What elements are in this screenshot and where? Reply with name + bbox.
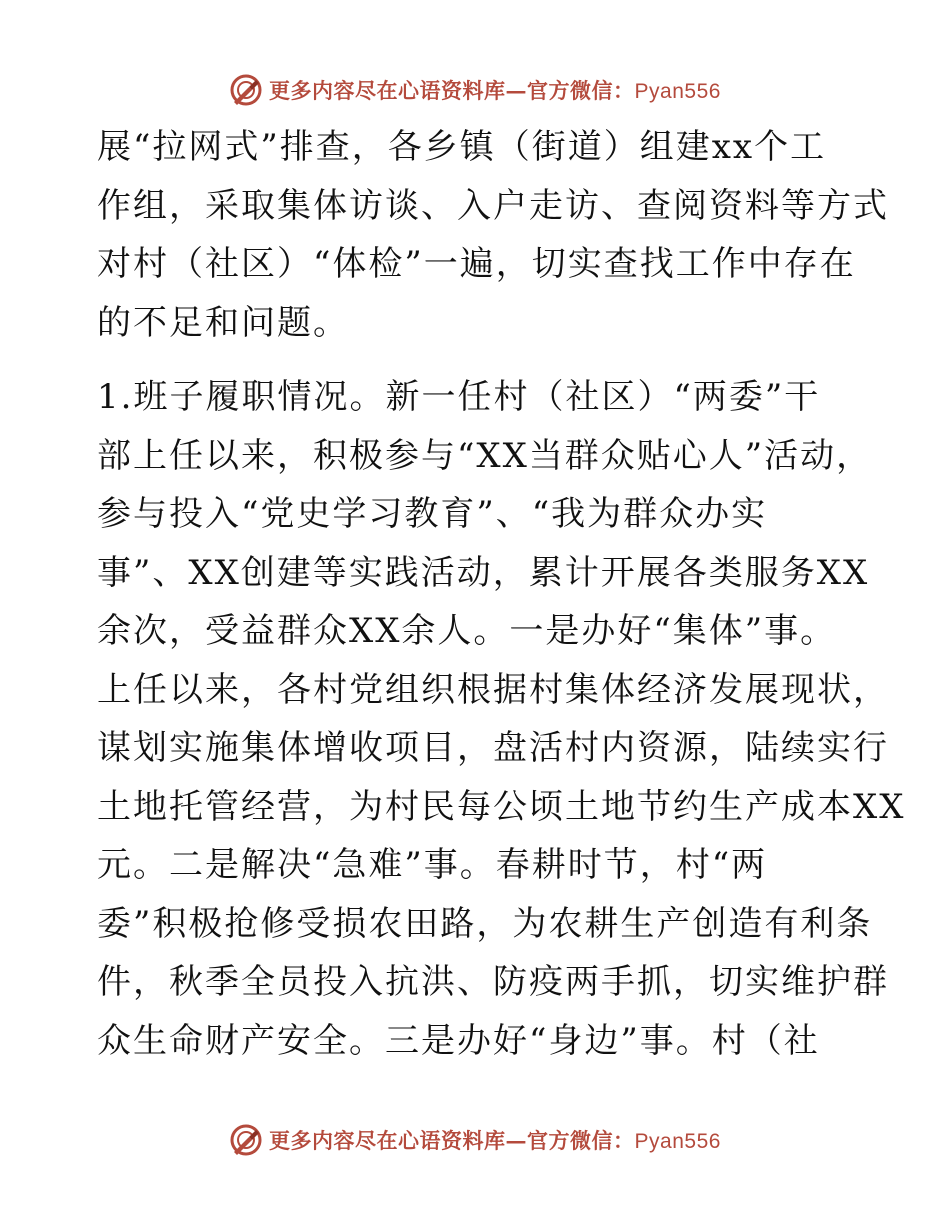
paragraph — [97, 368, 906, 1070]
pen-circle-icon — [229, 1123, 263, 1157]
pen-circle-icon — [229, 73, 263, 107]
text-line: 委”积极抢修受损农田路，为农耕生产创造有利条 — [97, 903, 873, 944]
watermark-id: Pyan556 — [634, 1130, 721, 1153]
text-line: 土地托管经营，为村民每公顷土地节约生产成本XX — [97, 786, 906, 827]
paragraph — [97, 118, 889, 352]
text-line: 的不足和问题。 — [97, 302, 349, 343]
document-body — [97, 118, 906, 1070]
text-line: 参与投入“党史学习教育”、“我为群众办实 — [97, 494, 768, 534]
text-line: 件，秋季全员投入抗洪、防疫两手抓，切实维护群 — [97, 962, 889, 1002]
text-line: 1.班子履职情况。新一任村（社区）“两委”干 — [97, 377, 821, 417]
text-line: 部上任以来，积极参与“XX当群众贴心人”活动， — [97, 435, 873, 476]
text-line: 对村（社区）“体检”一遍，切实查找工作中存在 — [97, 244, 856, 284]
watermark-id: Pyan556 — [634, 80, 721, 103]
text-line: 众生命财产安全。三是办好“身边”事。村（社 — [97, 1020, 820, 1061]
text-line: 展“拉网式”排查，各乡镇（街道）组建xx个工 — [97, 127, 827, 167]
text-line: 事”、XX创建等实践活动，累计开展各类服务XX — [97, 552, 870, 593]
text-line: 谋划实施集体增收项目，盘活村内资源，陆续实行 — [97, 728, 889, 768]
text-line: 作组，采取集体访谈、入户走访、查阅资料等方式 — [97, 185, 889, 226]
text-line: 上任以来，各村党组织根据村集体经济发展现状， — [97, 669, 889, 710]
text-line: 元。二是解决“急难”事。春耕时节，村“两 — [97, 845, 768, 885]
paragraph-gap — [97, 352, 872, 368]
text-line: 余次，受益群众XX余人。一是办好“集体”事。 — [97, 611, 837, 651]
footer-watermark — [0, 1120, 950, 1160]
watermark-text: 更多内容尽在心语资料库—官方微信：Pyan556 — [269, 1128, 721, 1153]
watermark-text: 更多内容尽在心语资料库—官方微信：Pyan556 — [269, 78, 721, 103]
header-watermark — [0, 70, 950, 110]
